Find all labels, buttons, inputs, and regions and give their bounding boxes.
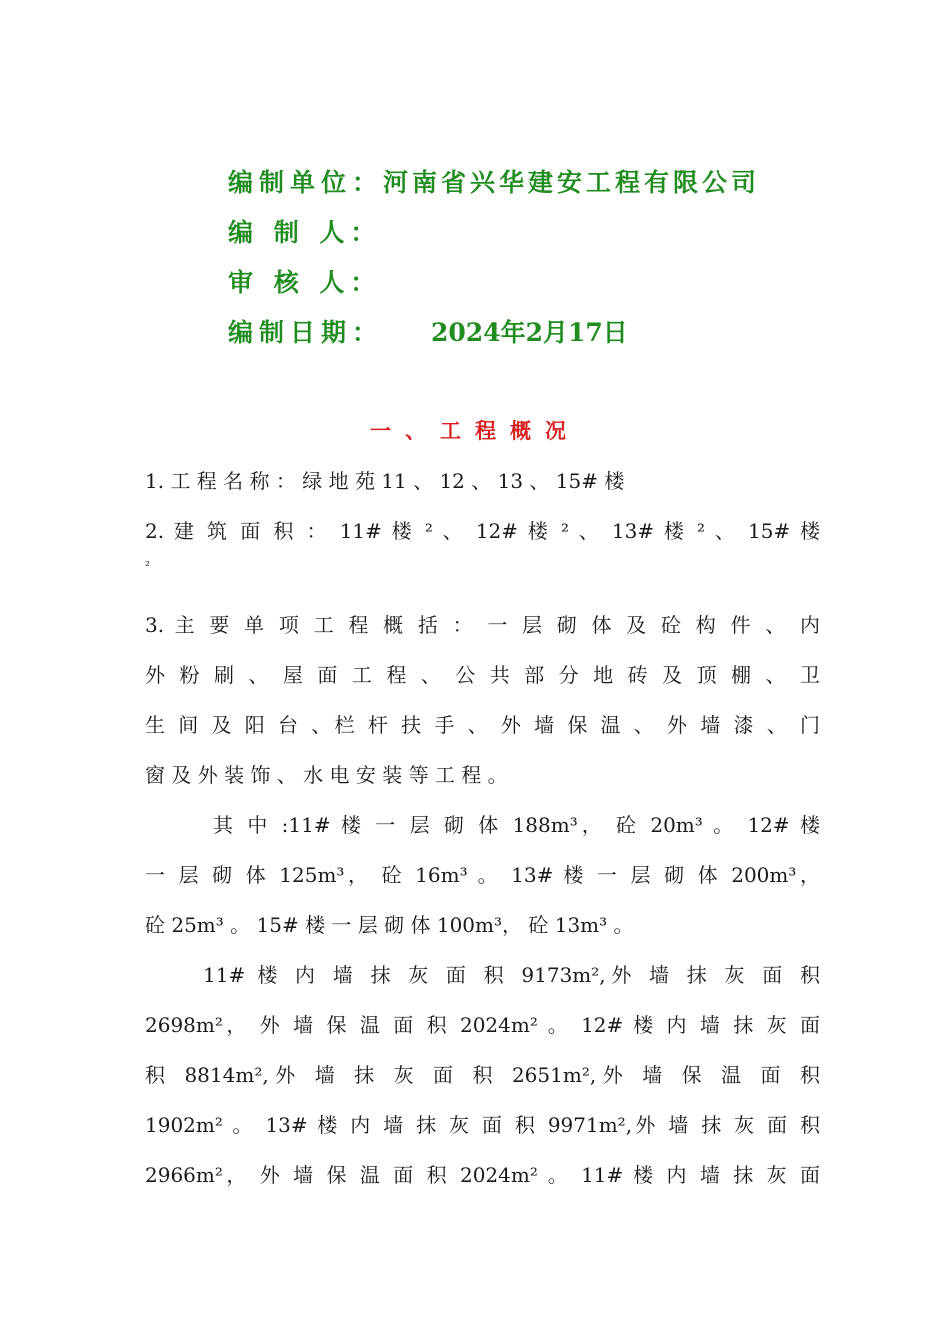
author-line (228, 208, 848, 258)
section-title: 一、工程概况 (370, 418, 580, 443)
reviewer-line (228, 258, 848, 308)
masonry-line-3: 砼 25m³ 。 15# 楼 一 层 砌 体 100m³， 砼 13m³ 。 (145, 913, 634, 937)
scope-line-4: 窗 及 外 装 饰 、 水 电 安 装 等 工 程 。 (145, 763, 508, 787)
date-line (228, 308, 848, 358)
scope-line-1: 3. 主 要 单 项 工 程 概 括 ： 一 层 砌 体 及 砼 构 件 、 内 (145, 613, 820, 637)
plaster-line-3: 积 8814m²,外 墙 抹 灰 面 积 2651m²,外 墙 保 温 面 积 (145, 1063, 820, 1087)
reviewer-label: 审 核 人： (228, 268, 382, 297)
date-value: 2024年2月17日 (431, 318, 628, 347)
plaster-line-4: 1902m² 。 13# 楼 内 墙 抹 灰 面 积 9971m²,外 墙 抹 灰 面 积 (145, 1113, 820, 1137)
compiling-unit-value: 河南省兴华建安工程有限公司 (383, 168, 761, 197)
document-header-block (228, 158, 848, 358)
plaster-line-5: 2966m²， 外 墙 保 温 面 积 2024m² 。 11# 楼 内 墙 抹 灰 面 (145, 1163, 820, 1187)
masonry-line-1: 其 中 :11# 楼 一 层 砌 体 188m³， 砼 20m³ 。 12# 楼 (213, 813, 820, 837)
scope-line-2: 外 粉 刷 、 屋 面 工 程 、 公 共 部 分 地 砖 及 顶 棚 、 卫 (145, 663, 820, 687)
project-overview-body (145, 456, 820, 1200)
compiling-unit-label: 编制单位： (228, 168, 384, 197)
plaster-line-2: 2698m²， 外 墙 保 温 面 积 2024m² 。 12# 楼 内 墙 抹 灰 面 (145, 1013, 820, 1037)
building-area-line: 2. 建 筑 面 积 ： 11# 楼 ² 、 12# 楼 ² 、 13# 楼 ² 、 15# 楼 (145, 519, 820, 543)
scope-line-3: 生 间 及 阳 台 、栏 杆 扶 手 、 外 墙 保 温 、 外 墙 漆 、 门 (145, 713, 820, 737)
project-name-line: 1. 工 程 名 称 ： 绿 地 苑 11 、 12 、 13 、 15# 楼 (145, 469, 625, 493)
compiling-unit-line (228, 158, 848, 208)
author-label: 编 制 人： (228, 218, 382, 247)
plaster-line-1: 11# 楼 内 墙 抹 灰 面 积 9173m²,外 墙 抹 灰 面 积 (203, 963, 820, 987)
masonry-line-2: 一 层 砌 体 125m³， 砼 16m³ 。 13# 楼 一 层 砌 体 200m³， (145, 863, 820, 887)
date-label: 编制日期： (228, 318, 384, 347)
building-area-line-cont: ² (145, 559, 150, 573)
